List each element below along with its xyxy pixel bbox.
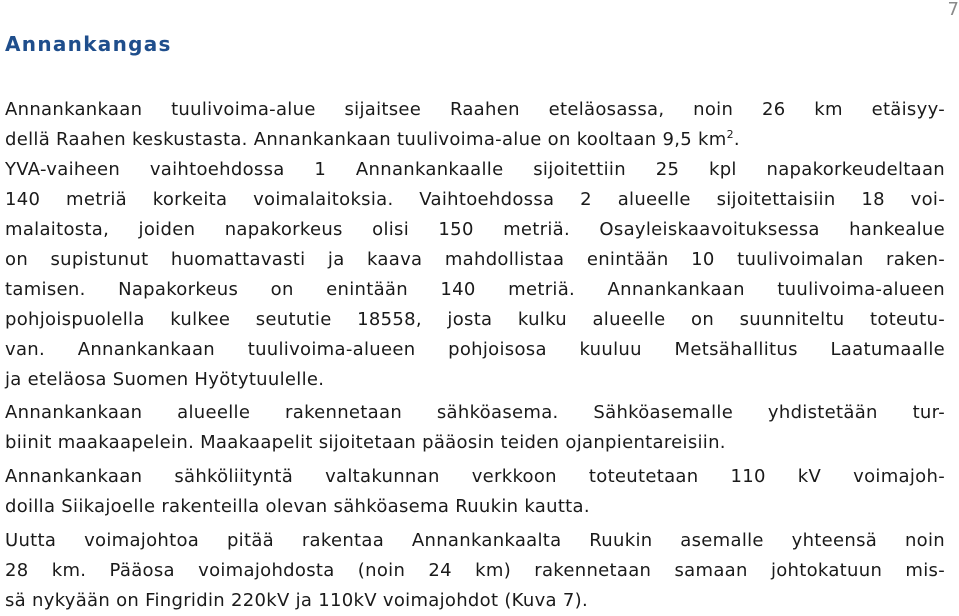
area-superscript: 2 [726,128,734,141]
text-line: malaitosta, joiden napakorkeus olisi 150 metriä. Osayleiskaavoituksessa hankealue [5,219,945,240]
paragraph-substation [5,398,945,458]
text-line: biinit maakaapelein. Maakaapelit sijoitetaan pääosin teiden ojanpientareisiin. [5,432,726,453]
text-line: doilla Siikajoelle rakenteilla olevan sähköasema Ruukin kautta. [5,496,590,517]
text-line: Annankankaan tuulivoima-alue sijaitsee Raahen eteläosassa, noin 26 km etäisyy- [5,99,945,120]
text-line: ja eteläosa Suomen Hyötytuulelle. [5,369,325,390]
text-line: on supistunut huomattavasti ja kaava mahdollistaa enintään 10 tuulivoimalan raken- [5,249,945,270]
text-line: van. Annankankaan tuulivoima-alueen pohjoisosa kuuluu Metsähallitus Laatumaalle [5,339,945,360]
text-line: tamisen. Napakorkeus on enintään 140 metriä. Annankankaan tuulivoima-alueen [5,279,945,300]
text-line: sä nykyään on Fingridin 220kV ja 110kV voimajohdot (Kuva 7). [5,590,588,611]
text-line: YVA-vaiheen vaihtoehdossa 1 Annankankaalle sijoitettiin 25 kpl napakorkeudeltaan [5,159,945,180]
paragraph-area-description [5,95,945,395]
area-suffix: . [733,129,740,150]
text-line: 140 metriä korkeita voimalaitoksia. Vaihtoehdossa 2 alueelle sijoitettaisiin 18 voi- [5,189,945,210]
text-line: Annankankaan sähköliityntä valtakunnan verkkoon toteutetaan 110 kV voimajoh- [5,466,945,487]
text-line: Annankankaan alueelle rakennetaan sähköasema. Sähköasemalle yhdistetään tur- [5,402,945,423]
text-line: 28 km. Pääosa voimajohdosta (noin 24 km) rakennetaan samaan johtokatuun mis- [5,560,945,581]
paragraph-power-line [5,526,945,616]
text-line: pohjoispuolella kulkee seututie 18558, josta kulku alueelle on suunniteltu toteutu- [5,309,945,330]
text-line: Uutta voimajohtoa pitää rakentaa Annankankaalta Ruukin asemalle yhteensä noin [5,530,945,551]
text-line-area [5,125,945,155]
area-text: dellä Raahen keskustasta. Annankankaan tuulivoima-alue on kooltaan 9,5 km [5,129,727,150]
paragraph-grid-connection [5,462,945,522]
page-number: 7 [947,0,959,20]
section-heading: Annankangas [5,32,172,56]
